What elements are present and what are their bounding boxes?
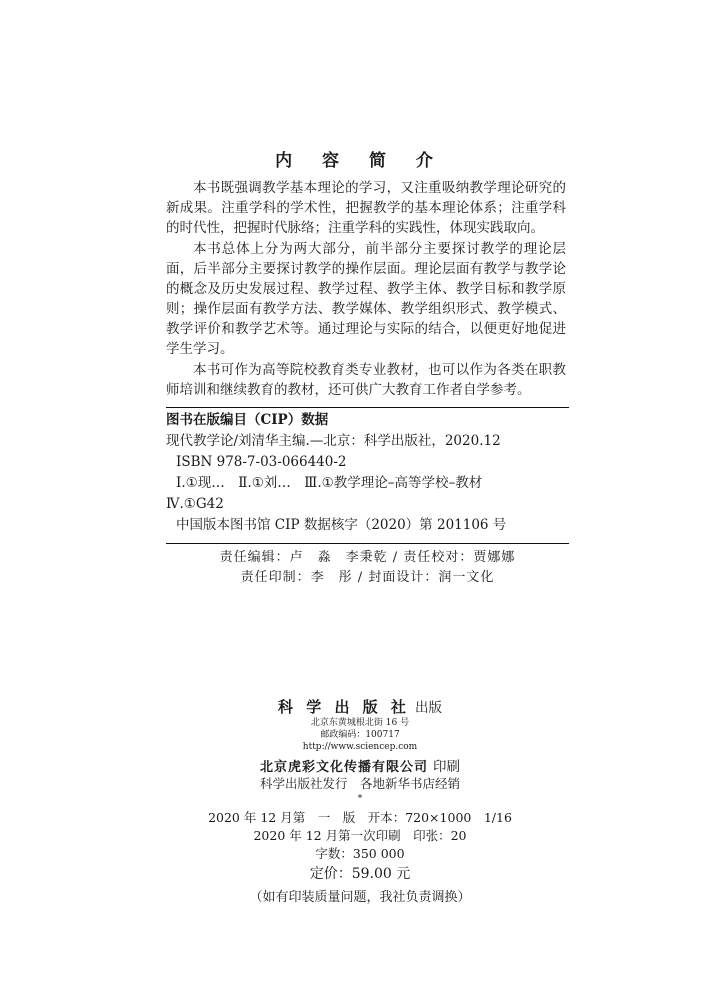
intro-paragraph-1: 本书既强调教学基本理论的学习，又注重吸纳教学理论研究的新成果。注重学科的学术性，把握教学的基本理论体系；注重学科的时代性，把握时代脉络；注重学科的实践性，体现实践取向。 — [166, 180, 566, 236]
printing-line: 2020 年 12 月第一次印刷 印张：20 — [253, 828, 467, 843]
separator-star: * — [357, 794, 363, 804]
credits-production: 责任印制：李 彤 / 封面设计：润一文化 — [240, 570, 495, 585]
intro-section — [166, 178, 566, 400]
cip-title-line: 现代教学论/刘清华主编.—北京：科学出版社，2020.12 — [166, 433, 501, 449]
publisher-postcode: 邮政编码：100717 — [320, 730, 400, 740]
intro-paragraph-2: 本书总体上分为两大部分，前半部分主要探讨教学的理论层面，后半部分主要探讨教学的操作层面。理论层面有教学与教学论的概念及历史发展过程、教学过程、教学主体、教学目标和教学原则；操作层面有教学方法、教学媒体、教学组织形式、教学模式、教学评价和教学艺术等。通过理论与实际的结合，以便更好地促进学生学习。 — [166, 241, 566, 357]
publisher-name: 科 学 出 版 社 — [278, 698, 410, 716]
cip-bottom-rule — [166, 543, 569, 544]
edition-line: 2020 年 12 月第 一 版 开本：720×1000 1/16 — [208, 810, 512, 825]
intro-paragraph-3: 本书可作为高等院校教育类专业教材，也可以作为各类在职教师培训和继续教育的教材，还可供广大教育工作者自学参考。 — [166, 362, 566, 398]
cip-classification-1: Ⅰ.①现… Ⅱ.①刘… Ⅲ.①教学理论–高等学校–教材 — [176, 475, 483, 491]
cip-record-number: 中国版本图书馆 CIP 数据核字（2020）第 201106 号 — [176, 517, 507, 533]
wordcount-line: 字数：350 000 — [315, 846, 405, 861]
credits-block — [166, 548, 569, 588]
cip-top-rule — [166, 407, 569, 408]
cip-heading: 图书在版编目（CIP）数据 — [166, 412, 329, 428]
page-title: 内 容 简 介 — [275, 151, 445, 171]
publisher-address: 北京东黄城根北街 16 号 — [310, 718, 410, 728]
cip-block — [166, 410, 569, 536]
cip-isbn: ISBN 978-7-03-066440-2 — [176, 454, 347, 470]
printer-suffix: 印刷 — [433, 759, 461, 775]
price-line: 定价：59.00 元 — [309, 866, 411, 882]
distribution-line: 科学出版社发行 各地新华书店经销 — [259, 776, 460, 791]
cip-classification-2: Ⅳ.①G42 — [166, 496, 224, 512]
publisher-website: http://www.sciencep.com — [302, 742, 418, 752]
printer-name: 北京虎彩文化传播有限公司 — [259, 760, 428, 775]
credits-editors: 责任编辑：卢 淼 李秉乾 / 责任校对：贾娜娜 — [219, 550, 516, 565]
publisher-block — [0, 696, 720, 907]
publisher-suffix: 出版 — [414, 700, 442, 716]
quality-note: （如有印装质量问题，我社负责调换） — [249, 890, 471, 905]
